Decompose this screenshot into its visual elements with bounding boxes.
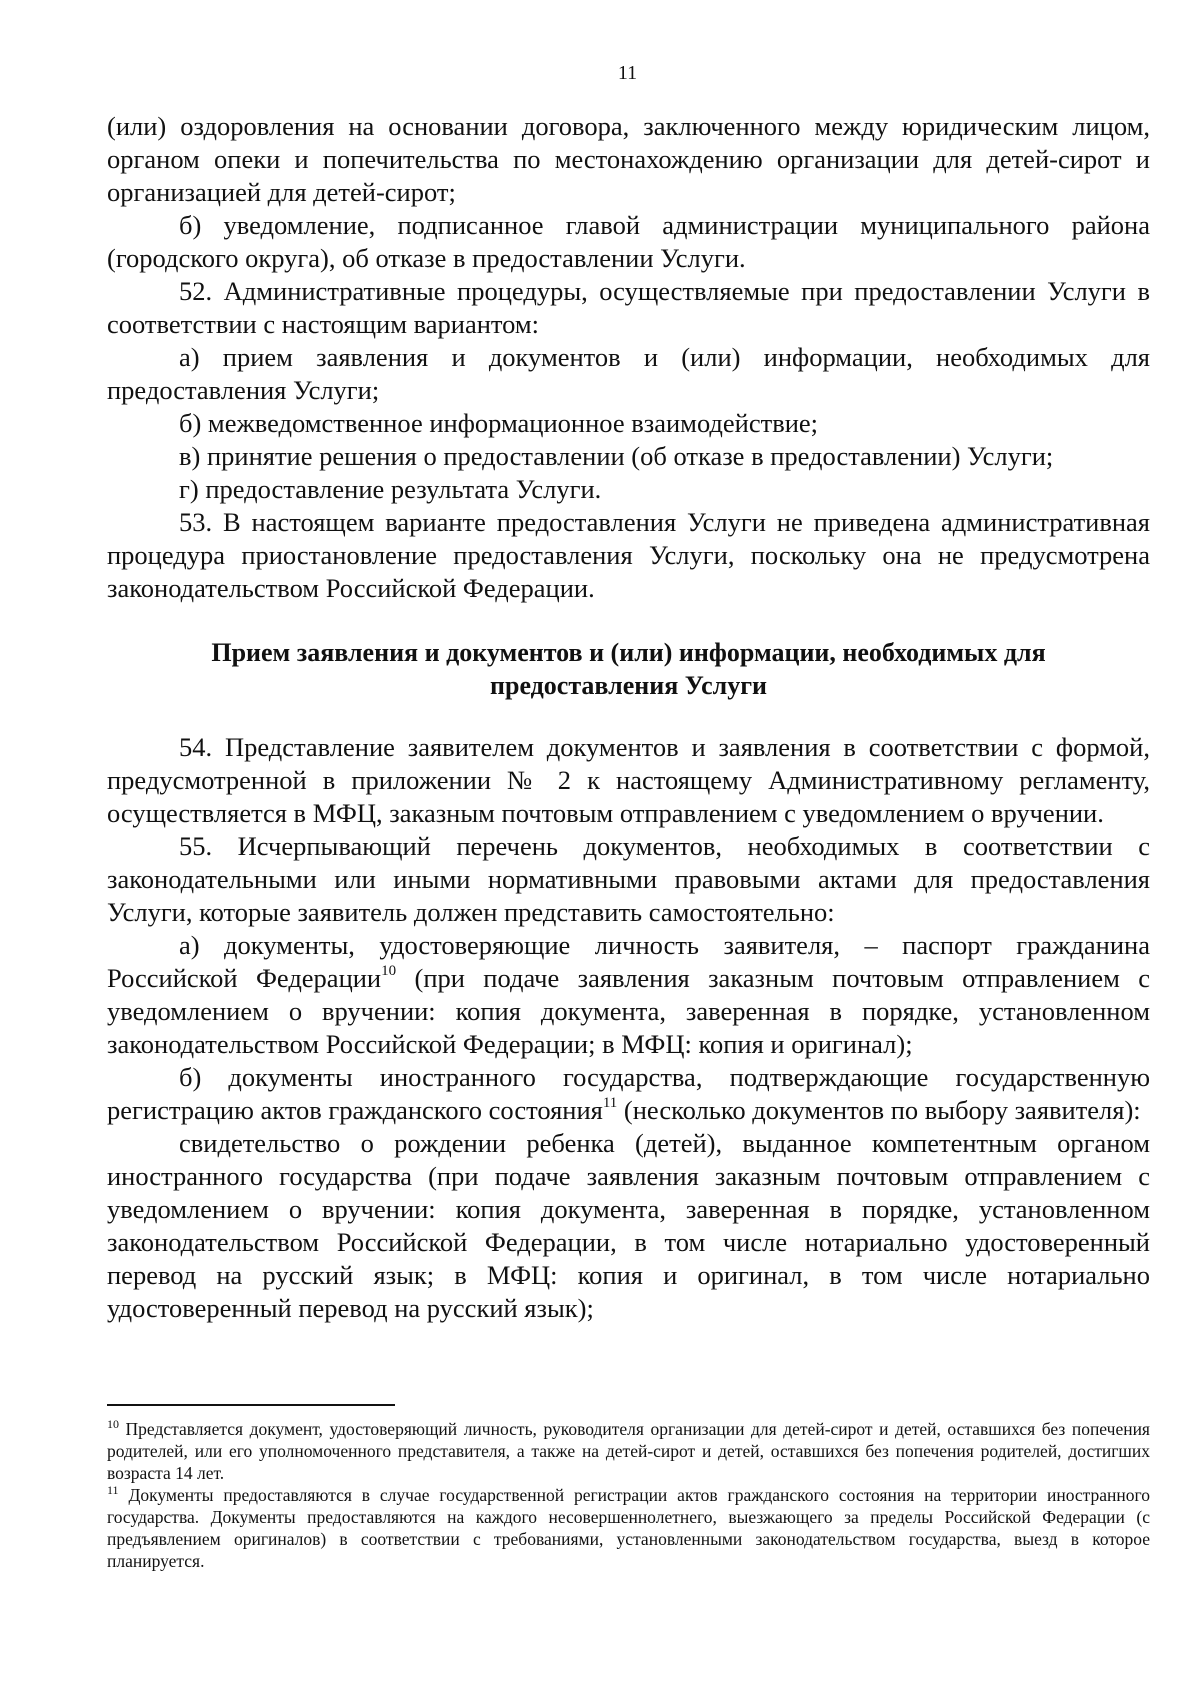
paragraph-52-b: б) межведомственное информационное взаимодействие; [179, 408, 819, 438]
paragraph-52-v: в) принятие решения о предоставлении (об отказе в предоставлении) Услуги; [179, 441, 1054, 471]
paragraph-55-b-text: б) документы иностранного государства, подтверждающие государственную регистрацию актов гражданского состояния [107, 1062, 1150, 1125]
footnote-ref-11: 11 [602, 1095, 618, 1111]
paragraph-birth-certificate: свидетельство о рождении ребенка (детей), выданное компетентным органом иностранного государства (при подаче заявления заказным почтовым отправлением с уведомлением о вручении: копия документа, заверенная в порядке, установленном законодательством Российской Федерации, в том числе нотариально удостоверенный перевод на русский язык; в МФЦ: копия и оригинал, в том числе нотариально удостоверенный перевод на русский язык); [107, 1128, 1150, 1323]
footnote-separator [107, 1404, 395, 1406]
paragraph-53: 53. В настоящем варианте предоставления Услуги не приведена административная процедура приостановление предоставления Услуги, поскольку она не предусмотрена законодательством Российской Федерации. [107, 507, 1150, 603]
paragraph-52: 52. Административные процедуры, осуществляемые при предоставлении Услуги в соответствии с настоящим вариантом: [107, 276, 1150, 339]
paragraph-notice-refusal: б) уведомление, подписанное главой администрации муниципального района (городского округа), об отказе в предоставлении Услуги. [107, 210, 1150, 273]
footnote-10-text: Представляется документ, удостоверяющий личность, руководителя организации для детей-сирот и детей, оставшихся без попечения родителей, или его уполномоченного представителя, а также на детей-сирот и детей, оставшихся без попечения родителей, достигших возраста 14 лет. [107, 1419, 1150, 1483]
footnotes [107, 1418, 1150, 1572]
footnote-mark-11: 11 [107, 1483, 119, 1497]
footnote-10 [107, 1418, 1150, 1484]
paragraph-55-b-text-cont: (несколько документов по выбору заявителя): [617, 1095, 1141, 1125]
paragraph-55-a-text-cont: (при подаче заявления заказным почтовым отправлением с уведомлением о вручении: копия документа, заверенная в порядке, установленном законодательством Российской Федерации; в МФЦ: копия и оригинал); [107, 963, 1151, 1059]
page-number: 11 [617, 62, 638, 84]
footnote-mark-10: 10 [107, 1417, 119, 1431]
paragraph-55-a-text: а) документы, удостоверяющие личность заявителя, – паспорт гражданина Российской Федерации [107, 930, 1150, 993]
paragraph-55-b [107, 1061, 1150, 1127]
paragraph-55-a [107, 929, 1150, 1061]
section-heading [107, 636, 1150, 702]
footnote-11-text: Документы предоставляются в случае государственной регистрации актов гражданского состояния на территории иностранного государства. Документы предоставляются на каждого несовершеннолетнего, выезжающего за пределы Российской Федерации (с предъявлением оригиналов) в соответствии с требованиями, установленными законодательством государства, выезд в которое планируется. [107, 1485, 1150, 1571]
footnote-ref-10: 10 [381, 963, 397, 979]
paragraph-52-g: г) предоставление результата Услуги. [179, 474, 602, 504]
paragraph-continuation: (или) оздоровления на основании договора, заключенного между юридическим лицом, органом опеки и попечительства по местонахождению организации для детей-сирот и организацией для детей-сирот; [107, 111, 1150, 207]
paragraph-52-a: а) прием заявления и документов и (или) информации, необходимых для предоставления Услуги; [107, 342, 1150, 405]
section-heading-line-2: предоставления Услуги [490, 671, 767, 700]
paragraph-54: 54. Представление заявителем документов и заявления в соответствии с формой, предусмотренной в приложении № 2 к настоящему Административному регламенту, осуществляется в МФЦ, заказным почтовым отправлением с уведомлением о вручении. [107, 732, 1150, 828]
section-heading-line-1: Прием заявления и документов и (или) информации, необходимых для [211, 638, 1046, 667]
footnote-11 [107, 1484, 1150, 1572]
main-text [107, 110, 1150, 1325]
paragraph-55: 55. Исчерпывающий перечень документов, необходимых в соответствии с законодательными или иными нормативными правовыми актами для предоставления Услуги, которые заявитель должен представить самостоятельно: [107, 831, 1150, 927]
